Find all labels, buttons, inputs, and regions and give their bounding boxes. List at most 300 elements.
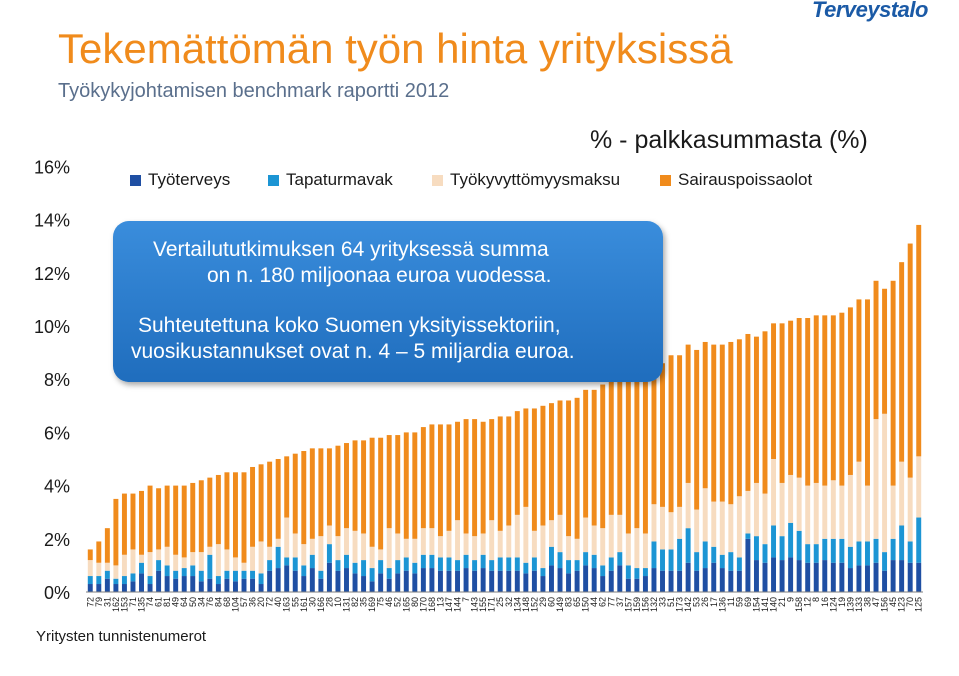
bar-segment bbox=[634, 528, 639, 568]
bar-segment bbox=[455, 560, 460, 571]
bar-segment bbox=[677, 507, 682, 539]
bar-segment bbox=[532, 557, 537, 570]
bar-segment bbox=[481, 568, 486, 592]
x-tick-label: 170 bbox=[418, 597, 429, 613]
bar-segment bbox=[856, 299, 861, 461]
x-tick-label: 140 bbox=[768, 597, 779, 613]
bar-segment bbox=[335, 560, 340, 571]
x-tick-label: 125 bbox=[913, 597, 924, 613]
bar-segment bbox=[395, 435, 400, 533]
y-tick-label: 16% bbox=[33, 157, 70, 178]
bar-segment bbox=[207, 547, 212, 555]
bar-segment bbox=[404, 539, 409, 558]
bar-segment bbox=[575, 560, 580, 571]
bar-segment bbox=[267, 462, 272, 547]
bar-segment bbox=[361, 560, 366, 576]
bar-segment bbox=[216, 475, 221, 544]
bar-segment bbox=[626, 533, 631, 565]
bar-segment bbox=[822, 315, 827, 485]
bar-segment bbox=[737, 557, 742, 570]
terveystalo-logo: Terveystalo bbox=[812, 0, 928, 22]
bar-segment bbox=[293, 557, 298, 570]
bar-segment bbox=[822, 560, 827, 592]
x-tick-label: 40 bbox=[273, 597, 284, 608]
callout-line-3: Suhteutettuna koko Suomen yksityissektoriin, bbox=[138, 314, 561, 337]
bar-segment bbox=[421, 568, 426, 592]
x-tick-label: 28 bbox=[324, 597, 335, 608]
callout-line-4: vuosikustannukset ovat n. 4 – 5 miljardia euroa. bbox=[131, 340, 575, 363]
x-tick-label: 76 bbox=[204, 597, 215, 608]
x-tick-label: 83 bbox=[563, 597, 574, 608]
bar-segment bbox=[472, 560, 477, 571]
x-tick-label: 37 bbox=[614, 597, 625, 608]
x-tick-label: 21 bbox=[777, 597, 788, 608]
x-tick-label: 144 bbox=[452, 597, 463, 613]
bar-segment bbox=[165, 576, 170, 592]
bar-segment bbox=[404, 571, 409, 592]
x-tick-label: 147 bbox=[443, 597, 454, 613]
bar-segment bbox=[113, 579, 118, 584]
bar-segment bbox=[122, 584, 127, 592]
bar-segment bbox=[498, 571, 503, 592]
bar-segment bbox=[301, 565, 306, 576]
bar-segment bbox=[891, 539, 896, 560]
x-axis-title: Yritysten tunnistenumerot bbox=[36, 628, 207, 645]
bar-segment bbox=[318, 579, 323, 592]
bar-segment bbox=[745, 533, 750, 538]
legend-label-tapaturmavak: Tapaturmavak bbox=[286, 170, 393, 189]
bar-segment bbox=[447, 571, 452, 592]
bar-segment bbox=[592, 555, 597, 568]
bar-segment bbox=[139, 573, 144, 592]
bar-segment bbox=[583, 518, 588, 553]
bar-segment bbox=[626, 579, 631, 592]
x-tick-label: 163 bbox=[281, 597, 292, 613]
bar-segment bbox=[831, 480, 836, 539]
bar-segment bbox=[600, 576, 605, 592]
bar-segment bbox=[395, 533, 400, 560]
bar-segment bbox=[882, 414, 887, 552]
x-tick-label: 35 bbox=[358, 597, 369, 608]
bar-segment bbox=[566, 400, 571, 536]
bar-segment bbox=[284, 557, 289, 565]
bar-segment bbox=[318, 448, 323, 536]
bar-segment bbox=[481, 533, 486, 554]
bar-segment bbox=[686, 528, 691, 563]
bar-segment bbox=[916, 456, 921, 517]
bar-segment bbox=[558, 568, 563, 592]
bar-segment bbox=[506, 557, 511, 570]
bar-segment bbox=[156, 571, 161, 592]
x-tick-label: 169 bbox=[367, 597, 378, 613]
bar-segment bbox=[276, 539, 281, 547]
x-tick-label: 53 bbox=[691, 597, 702, 608]
bar-segment bbox=[293, 533, 298, 557]
bar-segment bbox=[634, 379, 639, 528]
bar-segment bbox=[788, 557, 793, 592]
bar-segment bbox=[617, 515, 622, 552]
bar-segment bbox=[412, 432, 417, 538]
bar-segment bbox=[874, 419, 879, 539]
legend-item-sairauspoissaolot bbox=[660, 170, 812, 190]
bar-segment bbox=[814, 563, 819, 592]
bar-segment bbox=[190, 576, 195, 592]
y-tick-label: 12% bbox=[33, 263, 70, 284]
bar-segment bbox=[259, 464, 264, 541]
bar-segment bbox=[370, 547, 375, 568]
bar-segment bbox=[643, 576, 648, 592]
x-tick-label: 155 bbox=[478, 597, 489, 613]
x-tick-label: 162 bbox=[110, 597, 121, 613]
x-tick-label: 60 bbox=[546, 597, 557, 608]
bar-segment bbox=[566, 560, 571, 573]
bar-segment bbox=[523, 573, 528, 592]
y-tick-label: 14% bbox=[33, 210, 70, 231]
bar-segment bbox=[720, 568, 725, 592]
bar-segment bbox=[600, 565, 605, 576]
bar-segment bbox=[686, 563, 691, 592]
x-tick-label: 82 bbox=[350, 597, 361, 608]
info-callout bbox=[113, 221, 663, 382]
bar-segment bbox=[575, 398, 580, 539]
bar-segment bbox=[131, 494, 136, 550]
x-tick-label: 173 bbox=[674, 597, 685, 613]
bar-segment bbox=[113, 499, 118, 566]
x-tick-label: 136 bbox=[717, 597, 728, 613]
bar-segment bbox=[498, 416, 503, 530]
bar-segment bbox=[233, 557, 238, 570]
bar-segment bbox=[626, 565, 631, 578]
unit-label: % - palkkasummasta (%) bbox=[590, 126, 868, 154]
bar-segment bbox=[284, 456, 289, 517]
bar-segment bbox=[566, 536, 571, 560]
bar-segment bbox=[310, 539, 315, 555]
bar-segment bbox=[737, 339, 742, 496]
bar-segment bbox=[464, 555, 469, 568]
x-tick-label: 32 bbox=[503, 597, 514, 608]
x-tick-label: 171 bbox=[486, 597, 497, 613]
x-tick-label: 17 bbox=[708, 597, 719, 608]
bar-segment bbox=[865, 486, 870, 542]
x-tick-label: 143 bbox=[469, 597, 480, 613]
bar-segment bbox=[156, 488, 161, 549]
bar-segment bbox=[780, 560, 785, 592]
bar-segment bbox=[353, 573, 358, 592]
bar-segment bbox=[694, 510, 699, 553]
bar-segment bbox=[899, 526, 904, 561]
bar-segment bbox=[805, 486, 810, 545]
legend-label-tyoterveys: Työterveys bbox=[148, 170, 231, 189]
bar-segment bbox=[763, 494, 768, 545]
callout-line-2: on n. 180 miljoonaa euroa vuodessa. bbox=[207, 264, 552, 287]
bar-segment bbox=[370, 568, 375, 581]
bar-segment bbox=[523, 563, 528, 574]
bar-segment bbox=[899, 560, 904, 592]
x-tick-label: 12 bbox=[802, 597, 813, 608]
x-tick-label: 34 bbox=[196, 597, 207, 608]
bar-segment bbox=[438, 571, 443, 592]
bar-segment bbox=[711, 502, 716, 547]
bar-segment bbox=[728, 552, 733, 571]
bar-segment bbox=[122, 555, 127, 576]
bar-segment bbox=[788, 475, 793, 523]
bar-segment bbox=[720, 502, 725, 555]
bar-segment bbox=[583, 390, 588, 518]
bar-segment bbox=[421, 427, 426, 528]
bar-segment bbox=[882, 552, 887, 571]
x-tick-label: 7 bbox=[461, 597, 472, 603]
bar-segment bbox=[558, 515, 563, 552]
bar-segment bbox=[532, 408, 537, 530]
bar-segment bbox=[780, 483, 785, 536]
bar-segment bbox=[848, 307, 853, 475]
bar-segment bbox=[404, 557, 409, 570]
bar-segment bbox=[224, 579, 229, 592]
bar-segment bbox=[566, 573, 571, 592]
bar-segment bbox=[600, 385, 605, 529]
bar-segment bbox=[318, 536, 323, 571]
bar-segment bbox=[404, 432, 409, 538]
bar-segment bbox=[173, 571, 178, 579]
bar-segment bbox=[284, 565, 289, 592]
x-tick-label: 131 bbox=[341, 597, 352, 613]
bar-segment bbox=[429, 424, 434, 528]
bar-segment bbox=[182, 557, 187, 568]
bar-segment bbox=[592, 390, 597, 526]
bar-segment bbox=[216, 576, 221, 584]
bar-segment bbox=[814, 544, 819, 563]
bar-segment bbox=[694, 552, 699, 571]
bar-segment bbox=[771, 323, 776, 459]
legend-swatch-tyoterveys bbox=[130, 175, 141, 186]
bar-segment bbox=[182, 568, 187, 576]
bar-segment bbox=[310, 448, 315, 538]
bar-segment bbox=[353, 440, 358, 530]
bar-segment bbox=[259, 573, 264, 584]
bar-segment bbox=[276, 568, 281, 592]
bar-segment bbox=[199, 571, 204, 582]
bar-segment bbox=[88, 549, 93, 560]
bar-segment bbox=[276, 459, 281, 539]
bar-segment bbox=[96, 541, 101, 562]
bar-segment bbox=[259, 541, 264, 573]
bar-segment bbox=[754, 337, 759, 483]
bar-segment bbox=[455, 422, 460, 520]
bar-segment bbox=[677, 571, 682, 592]
legend-item-tyokyvyttomyysmaksu bbox=[432, 170, 620, 190]
bar-segment bbox=[224, 571, 229, 579]
bar-segment bbox=[600, 528, 605, 565]
bar-segment bbox=[669, 512, 674, 549]
bar-segment bbox=[242, 571, 247, 579]
bar-segment bbox=[814, 483, 819, 544]
bar-segment bbox=[814, 315, 819, 483]
x-tick-label: 19 bbox=[836, 597, 847, 608]
bar-segment bbox=[301, 544, 306, 565]
bar-segment bbox=[771, 526, 776, 558]
bar-segment bbox=[173, 579, 178, 592]
x-tick-label: 47 bbox=[871, 597, 882, 608]
bar-segment bbox=[353, 563, 358, 574]
bar-segment bbox=[711, 547, 716, 563]
bar-segment bbox=[335, 536, 340, 560]
bar-segment bbox=[609, 557, 614, 570]
bar-segment bbox=[908, 478, 913, 542]
bar-segment bbox=[874, 281, 879, 419]
bar-segment bbox=[207, 555, 212, 579]
bar-segment bbox=[481, 555, 486, 568]
x-tick-label: 57 bbox=[239, 597, 250, 608]
bar-segment bbox=[190, 552, 195, 565]
bar-segment bbox=[506, 571, 511, 592]
bar-segment bbox=[148, 552, 153, 576]
bar-segment bbox=[660, 363, 665, 507]
bar-segment bbox=[549, 403, 554, 520]
bar-segment bbox=[131, 549, 136, 573]
bar-segment bbox=[797, 318, 802, 478]
bar-segment bbox=[267, 571, 272, 592]
x-tick-label: 104 bbox=[230, 597, 241, 613]
bar-segment bbox=[506, 526, 511, 558]
x-tick-label: 84 bbox=[213, 597, 224, 608]
x-tick-label: 59 bbox=[734, 597, 745, 608]
bar-segment bbox=[207, 579, 212, 592]
bar-segment bbox=[540, 568, 545, 576]
bar-segment bbox=[694, 350, 699, 510]
x-tick-label: 72 bbox=[85, 597, 96, 608]
bar-segment bbox=[848, 568, 853, 592]
x-tick-label: 62 bbox=[597, 597, 608, 608]
x-tick-label: 46 bbox=[384, 597, 395, 608]
bar-segment bbox=[908, 244, 913, 478]
bar-segment bbox=[464, 419, 469, 533]
bar-segment bbox=[728, 342, 733, 504]
bar-segment bbox=[199, 552, 204, 571]
bar-segment bbox=[651, 369, 656, 505]
bar-segment bbox=[199, 581, 204, 592]
x-tick-label: 64 bbox=[179, 597, 190, 608]
bar-segment bbox=[395, 573, 400, 592]
bar-segment bbox=[780, 323, 785, 483]
legend-item-tapaturmavak bbox=[268, 170, 393, 190]
bar-segment bbox=[532, 571, 537, 592]
bar-segment bbox=[703, 541, 708, 568]
bar-segment bbox=[233, 581, 238, 592]
bar-segment bbox=[131, 573, 136, 581]
bar-segment bbox=[139, 563, 144, 574]
y-tick-label: 10% bbox=[33, 317, 70, 337]
bar-segment bbox=[839, 313, 844, 486]
bar-segment bbox=[421, 528, 426, 555]
bar-segment bbox=[669, 355, 674, 512]
x-tick-label: 26 bbox=[700, 597, 711, 608]
bar-segment bbox=[113, 565, 118, 578]
bar-segment bbox=[498, 557, 503, 570]
bar-segment bbox=[669, 571, 674, 592]
bar-segment bbox=[737, 571, 742, 592]
bar-segment bbox=[643, 377, 648, 534]
bar-segment bbox=[370, 581, 375, 592]
bar-segment bbox=[242, 472, 247, 562]
bar-segment bbox=[575, 539, 580, 560]
x-tick-label: 141 bbox=[759, 597, 770, 613]
bar-segment bbox=[831, 315, 836, 480]
bar-segment bbox=[412, 563, 417, 574]
bar-segment bbox=[865, 541, 870, 565]
x-tick-label: 135 bbox=[136, 597, 147, 613]
bar-segment bbox=[455, 571, 460, 592]
bar-segment bbox=[771, 557, 776, 592]
bar-segment bbox=[335, 571, 340, 592]
bar-segment bbox=[387, 435, 392, 528]
bar-segment bbox=[609, 515, 614, 558]
page-title: Tekemättömän työn hinta yrityksissä bbox=[58, 25, 733, 72]
bar-segment bbox=[839, 486, 844, 539]
x-tick-label: 11 bbox=[725, 597, 736, 607]
x-tick-label: 79 bbox=[93, 597, 104, 608]
x-tick-label: 68 bbox=[221, 597, 232, 608]
bar-segment bbox=[728, 504, 733, 552]
bar-segment bbox=[310, 555, 315, 568]
bar-segment bbox=[891, 281, 896, 486]
bar-segment bbox=[216, 544, 221, 576]
bar-segment bbox=[882, 289, 887, 414]
x-tick-label: 168 bbox=[426, 597, 437, 613]
bar-segment bbox=[498, 531, 503, 558]
bar-segment bbox=[916, 225, 921, 456]
bar-segment bbox=[549, 565, 554, 592]
x-tick-label: 25 bbox=[495, 597, 506, 608]
page-subtitle: Työkykyjohtamisen benchmark raportti 2012 bbox=[58, 80, 450, 102]
bar-segment bbox=[250, 579, 255, 592]
bar-segment bbox=[763, 331, 768, 493]
bar-segment bbox=[276, 547, 281, 568]
bar-segment bbox=[754, 483, 759, 536]
bar-segment bbox=[848, 547, 853, 568]
y-tick-label: 0% bbox=[43, 583, 70, 603]
bar-segment bbox=[839, 539, 844, 563]
bar-segment bbox=[694, 571, 699, 592]
bar-segment bbox=[848, 475, 853, 547]
bar-segment bbox=[728, 571, 733, 592]
x-tick-label: 139 bbox=[845, 597, 856, 613]
bar-segment bbox=[429, 568, 434, 592]
bar-segment bbox=[489, 520, 494, 560]
bar-segment bbox=[353, 531, 358, 563]
bar-segment bbox=[651, 504, 656, 541]
x-tick-label: 166 bbox=[315, 597, 326, 613]
bar-segment bbox=[96, 584, 101, 592]
x-tick-label: 74 bbox=[145, 597, 156, 608]
bar-segment bbox=[609, 379, 614, 515]
bar-segment bbox=[865, 565, 870, 592]
bar-segment bbox=[874, 539, 879, 563]
x-tick-label: 55 bbox=[290, 597, 301, 608]
bar-segment bbox=[199, 480, 204, 552]
bar-segment bbox=[720, 555, 725, 568]
bar-segment bbox=[96, 563, 101, 576]
bar-segment bbox=[378, 438, 383, 550]
bar-segment bbox=[899, 262, 904, 462]
bar-segment bbox=[224, 472, 229, 549]
bar-segment bbox=[105, 528, 110, 563]
bar-segment bbox=[865, 299, 870, 485]
x-tick-label: 158 bbox=[794, 597, 805, 613]
bar-segment bbox=[617, 565, 622, 592]
bar-segment bbox=[361, 576, 366, 592]
x-tick-label: 33 bbox=[657, 597, 668, 608]
bar-segment bbox=[515, 411, 520, 515]
